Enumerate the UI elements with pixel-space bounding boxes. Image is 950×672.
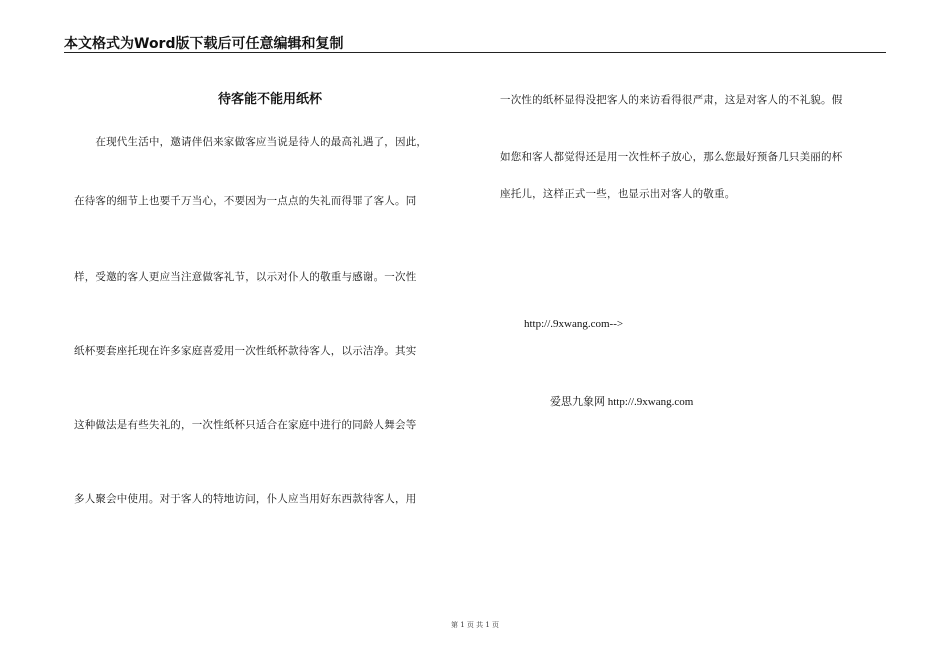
right-column (500, 80, 890, 214)
paragraph-line: 座托儿，这样正式一些，也显示出对客人的敬重。 (500, 188, 736, 200)
page-number: 第 1 页 共 1 页 (450, 621, 500, 629)
paragraph-line: 在待客的细节上也要千万当心，不要因为一点点的失礼而得罪了客人。同 (74, 195, 417, 207)
paragraph-line: 一次性的纸杯显得没把客人的来访看得很严肃，这是对客人的不礼貌。假 (500, 94, 843, 106)
site-link[interactable]: http://.9xwang.com--> (524, 318, 624, 330)
article-title: 待客能不能用纸杯 (217, 92, 322, 107)
site-credit-link[interactable]: 爱思九象网 http://.9xwang.com (550, 396, 694, 408)
paragraph-line: 如您和客人都觉得还是用一次性杯子放心，那么您最好预备几只美丽的杯 (500, 151, 843, 163)
paragraph-line: 多人聚会中使用。对于客人的特地访问，仆人应当用好东西款待客人，用 (74, 493, 417, 505)
paragraph-line: 在现代生活中，邀请伴侣来家做客应当说是待人的最高礼遇了，因此， (74, 136, 428, 148)
paragraph-line: 样，受邀的客人更应当注意做客礼节，以示对仆人的敬重与感谢。一次性 (74, 271, 417, 283)
header-divider (64, 52, 886, 53)
document-header: 本文格式为Word版下载后可任意编辑和复制 (64, 36, 344, 52)
paragraph-line: 这种做法是有些失礼的，一次性纸杯只适合在家庭中进行的同龄人舞会等 (74, 419, 417, 431)
paragraph-line: 纸杯要套座托现在许多家庭喜爱用一次性纸杯款待客人，以示洁净。其实 (74, 345, 417, 357)
left-column (74, 80, 466, 536)
